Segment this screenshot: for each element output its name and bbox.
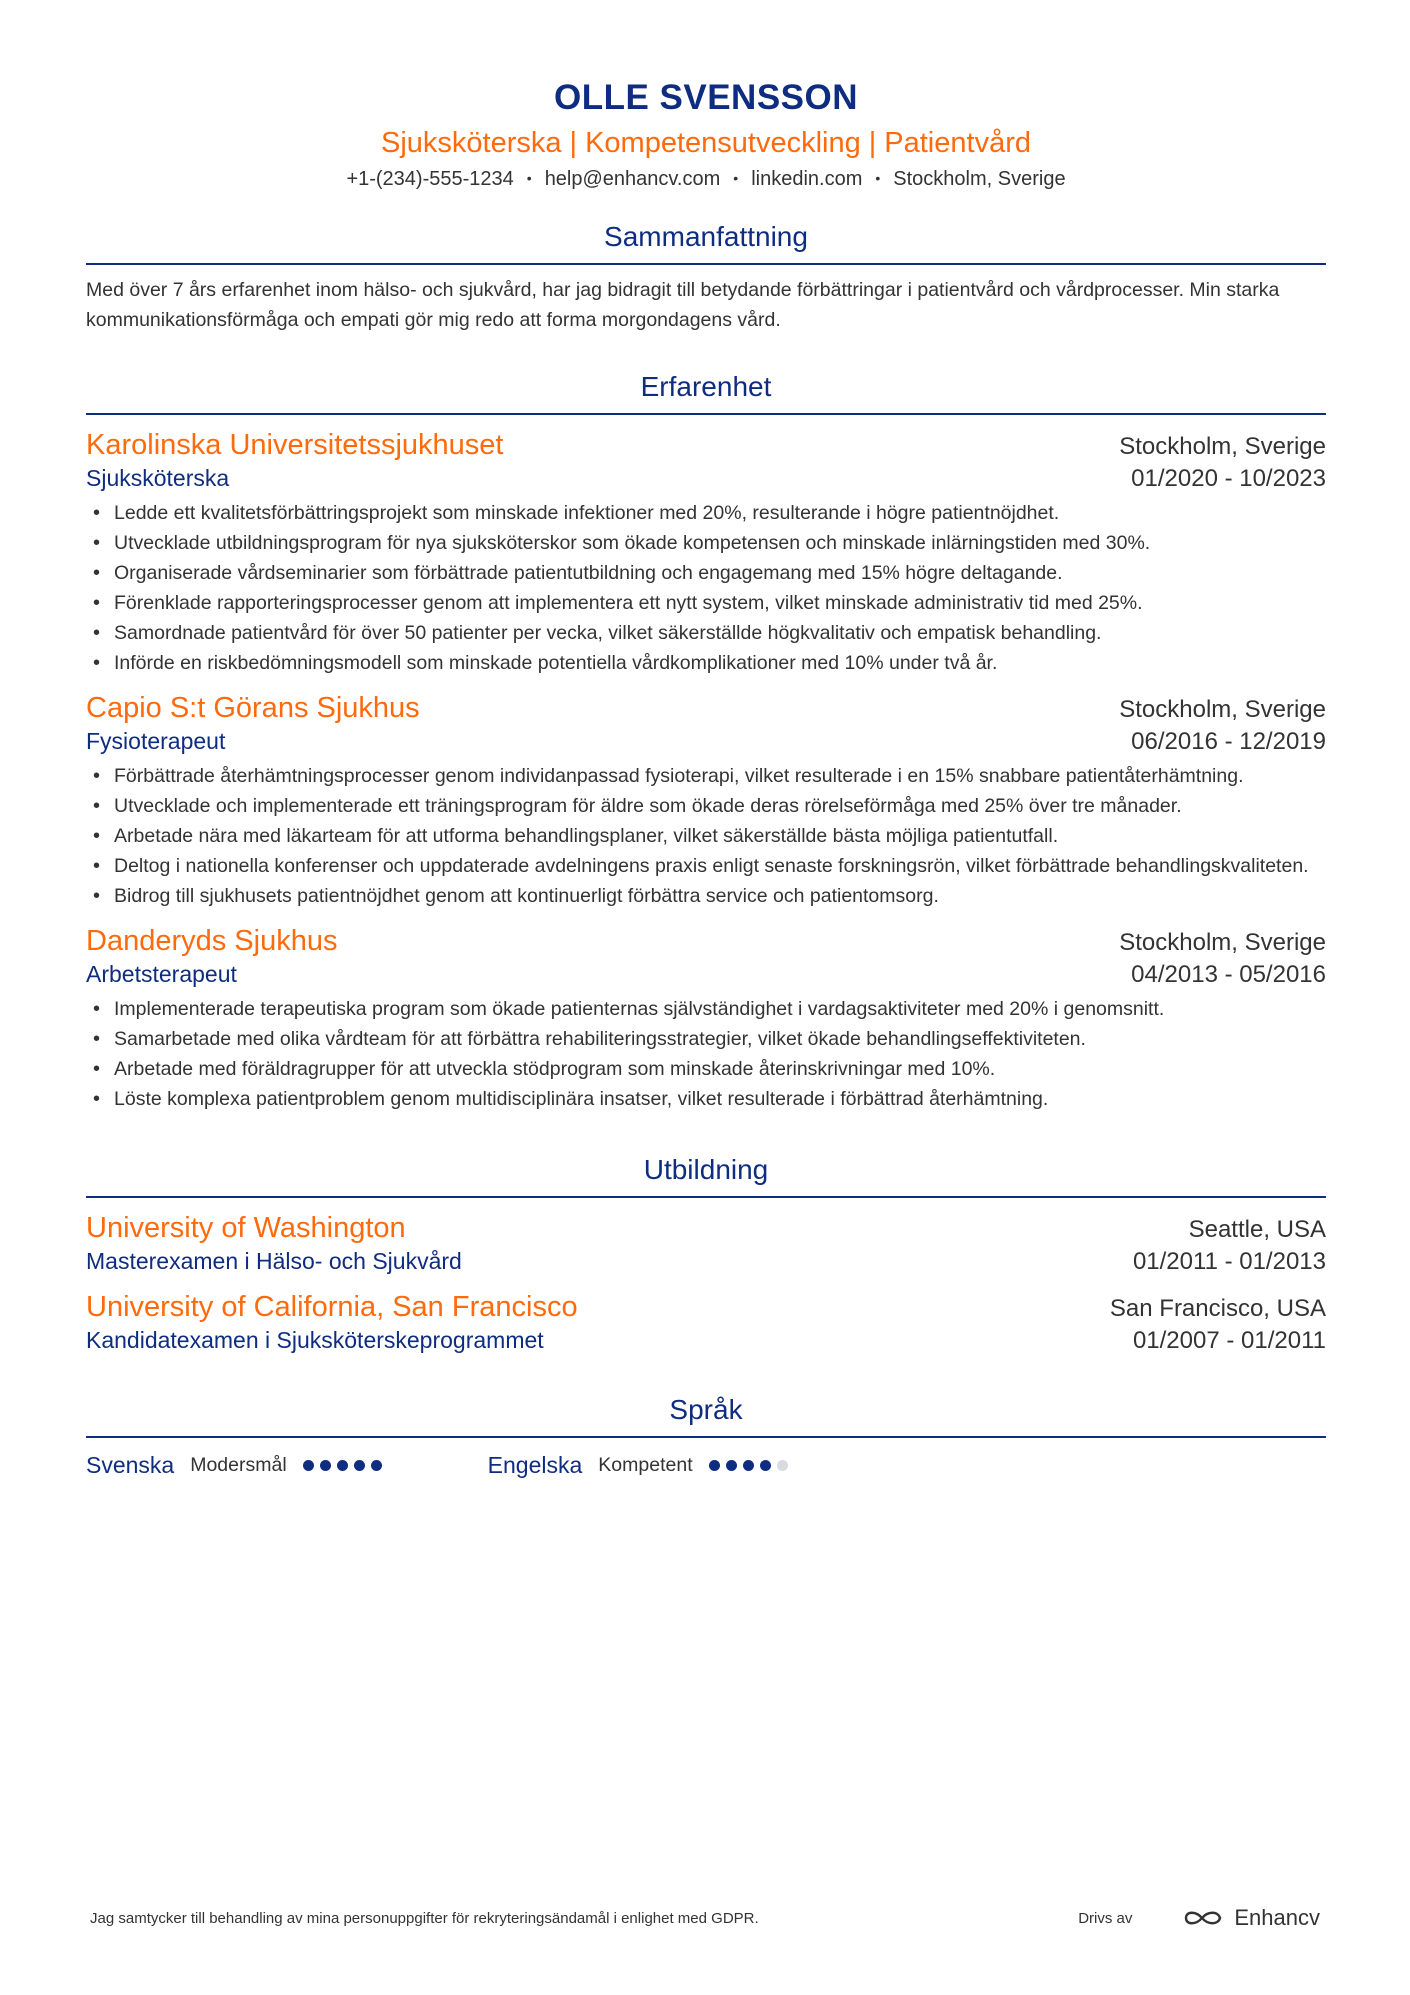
job-location: Stockholm, Sverige — [1119, 433, 1326, 460]
company-name: Danderyds Sjukhus — [86, 925, 338, 957]
education-section — [86, 1152, 1326, 1356]
entry-header-row — [86, 690, 1326, 726]
candidate-title — [86, 125, 1326, 161]
achievement-item: • Införde en riskbedömningsmodell som minskade potentiella vårdkomplikationer med 10% under två år. — [86, 648, 1326, 678]
section-heading: Sammanfattning — [86, 219, 1326, 265]
achievement-item: • Löste komplexa patientproblem genom multidisciplinära insatser, vilket resulterade i förbättrad återhämtning. — [86, 1084, 1326, 1114]
experience-section — [86, 369, 1326, 1114]
degree-name: Masterexamen i Hälso- och Sjukvård — [86, 1248, 462, 1274]
education-dates: 01/2011 - 01/2013 — [1132, 1248, 1326, 1275]
school-name: University of Washington — [86, 1212, 406, 1244]
contact-line — [86, 166, 1326, 193]
rating-dot-filled — [760, 1460, 771, 1471]
education-list — [86, 1210, 1326, 1356]
enhancv-logo-icon — [1182, 1907, 1226, 1929]
entry-header-row — [86, 923, 1326, 959]
achievement-item: • Arbetade med föräldragrupper för att utveckla stödprogram som minskade återinskrivningar med 10%. — [86, 1054, 1326, 1084]
education-entry — [86, 1210, 1326, 1277]
entry-subheader-row — [86, 726, 1326, 757]
achievement-item: • Förbättrade återhämtningsprocesser genom individanpassad fysioterapi, vilket resulterade i en 15% snabbare patientåterhämtning. — [86, 761, 1326, 791]
contact-separator: • — [875, 170, 881, 186]
job-title: Fysioterapeut — [86, 728, 226, 754]
location: Stockholm, Sverige — [893, 168, 1066, 190]
section-heading: Språk — [86, 1392, 1326, 1438]
entry-header-row — [86, 1210, 1326, 1246]
entry-header-row — [86, 427, 1326, 463]
education-entry — [86, 1289, 1326, 1356]
languages-section — [86, 1392, 1326, 1482]
achievement-item: • Förenklade rapporteringsprocesser genom att implementera ett nytt system, vilket minskade administrativ tid med 25%. — [86, 588, 1326, 618]
rating-dot-empty — [777, 1460, 788, 1471]
contact-separator: • — [526, 170, 532, 186]
email-link[interactable]: help@enhancv.com — [544, 168, 721, 190]
job-title: Sjuksköterska — [86, 465, 230, 491]
candidate-name: OLLE SVENSSON — [553, 78, 859, 117]
school-location: San Francisco, USA — [1109, 1295, 1326, 1322]
job-location: Stockholm, Sverige — [1119, 929, 1326, 956]
achievement-item: • Samarbetade med olika vårdteam för att förbättra rehabiliteringsstrategier, vilket ökade behandlingseffektiviteten. — [86, 1024, 1326, 1054]
language-level: Kompetent — [598, 1453, 693, 1476]
rating-dot-filled — [303, 1460, 314, 1471]
job-title: Arbetsterapeut — [86, 961, 237, 987]
language-level: Modersmål — [190, 1453, 287, 1476]
achievement-list — [86, 498, 1326, 678]
school-name: University of California, San Francisco — [86, 1291, 578, 1323]
achievement-item: • Utvecklade och implementerade ett träningsprogram för äldre som ökade deras rörelseförmåga med 25% över tre månader. — [86, 791, 1326, 821]
rating-dot-filled — [337, 1460, 348, 1471]
experience-entry — [86, 427, 1326, 678]
experience-entry — [86, 923, 1326, 1114]
entry-header-row — [86, 1289, 1326, 1325]
achievement-item: • Samordnade patientvård för över 50 patienter per vecka, vilket säkerställde högkvalitativ och empatisk behandling. — [86, 618, 1326, 648]
language-item — [488, 1452, 794, 1479]
linkedin-link[interactable]: linkedin.com — [751, 168, 863, 190]
job-dates: 06/2016 - 12/2019 — [1131, 728, 1326, 755]
school-location: Seattle, USA — [1188, 1216, 1326, 1243]
rating-dot-filled — [371, 1460, 382, 1471]
company-name: Capio S:t Görans Sjukhus — [86, 692, 420, 724]
experience-list — [86, 427, 1326, 1114]
footer — [90, 1905, 1320, 1931]
company-name: Karolinska Universitetssjukhuset — [86, 429, 504, 461]
experience-entry — [86, 690, 1326, 911]
title-separator: | — [868, 127, 877, 159]
achievement-list — [86, 994, 1326, 1114]
achievement-list — [86, 761, 1326, 911]
phone[interactable]: +1-(234)-555-1234 — [346, 168, 514, 190]
language-list — [86, 1448, 1326, 1482]
achievement-item: • Utvecklade utbildningsprogram för nya sjuksköterskor som ökade kompetensen och minskade inlärningstiden med 30%. — [86, 528, 1326, 558]
job-dates: 04/2013 - 05/2016 — [1131, 961, 1326, 988]
title-part: Patientvård — [884, 127, 1031, 159]
entry-subheader-row — [86, 1246, 1326, 1277]
degree-name: Kandidatexamen i Sjuksköterskeprogrammet — [86, 1327, 544, 1353]
rating-dot-filled — [726, 1460, 737, 1471]
education-dates: 01/2007 - 01/2011 — [1132, 1327, 1326, 1354]
entry-subheader-row — [86, 463, 1326, 494]
job-location: Stockholm, Sverige — [1119, 696, 1326, 723]
title-part: Sjuksköterska — [381, 127, 562, 159]
summary-text: Med över 7 års erfarenhet inom hälso- och sjukvård, har jag bidragit till betydande förbättringar i patientvård och vårdprocesser. Min starka kommunikationsförmåga och empati gör mig redo att forma morgondagens vård. — [86, 279, 1280, 331]
proficiency-rating — [303, 1460, 388, 1471]
achievement-item: • Arbetade nära med läkarteam för att utforma behandlingsplaner, vilket säkerställde bästa möjliga patientutfall. — [86, 821, 1326, 851]
title-separator: | — [569, 127, 578, 159]
entry-subheader-row — [86, 1325, 1326, 1356]
brand-name: Enhancv — [1234, 1905, 1320, 1930]
gdpr-consent: Jag samtycker till behandling av mina personuppgifter för rekryteringsändamål i enlighet med GDPR. — [90, 1909, 759, 1927]
achievement-item: • Deltog i nationella konferenser och uppdaterade avdelningens praxis enligt senaste forskningsrön, vilket förbättrade behandlingskvaliteten. — [86, 851, 1326, 881]
resume-header — [86, 0, 1326, 193]
achievement-item: • Bidrog till sjukhusets patientnöjdhet genom att kontinuerligt förbättra service och patientomsorg. — [86, 881, 1326, 911]
language-item — [86, 1452, 388, 1479]
brand-logo[interactable] — [1182, 1905, 1320, 1931]
rating-dot-filled — [709, 1460, 720, 1471]
section-heading: Utbildning — [86, 1152, 1326, 1198]
proficiency-rating — [709, 1460, 794, 1471]
achievement-item: • Implementerade terapeutiska program som ökade patienternas självständighet i vardagsaktiviteter med 20% i genomsnitt. — [86, 994, 1326, 1024]
rating-dot-filled — [354, 1460, 365, 1471]
summary-section — [86, 219, 1326, 335]
language-name: Engelska — [487, 1451, 583, 1478]
entry-subheader-row — [86, 959, 1326, 990]
job-dates: 01/2020 - 10/2023 — [1131, 465, 1326, 492]
language-name: Svenska — [86, 1451, 175, 1478]
contact-separator: • — [733, 170, 739, 186]
section-heading: Erfarenhet — [86, 369, 1326, 415]
resume-page — [86, 0, 1326, 1995]
powered-by: Drivs av — [1078, 1909, 1133, 1927]
title-part: Kompetensutveckling — [585, 127, 861, 159]
achievement-item: • Ledde ett kvalitetsförbättringsprojekt som minskade infektioner med 20%, resulterande i högre patientnöjdhet. — [86, 498, 1326, 528]
rating-dot-filled — [320, 1460, 331, 1471]
rating-dot-filled — [743, 1460, 754, 1471]
achievement-item: • Organiserade vårdseminarier som förbättrade patientutbildning och engagemang med 15% högre deltagande. — [86, 558, 1326, 588]
